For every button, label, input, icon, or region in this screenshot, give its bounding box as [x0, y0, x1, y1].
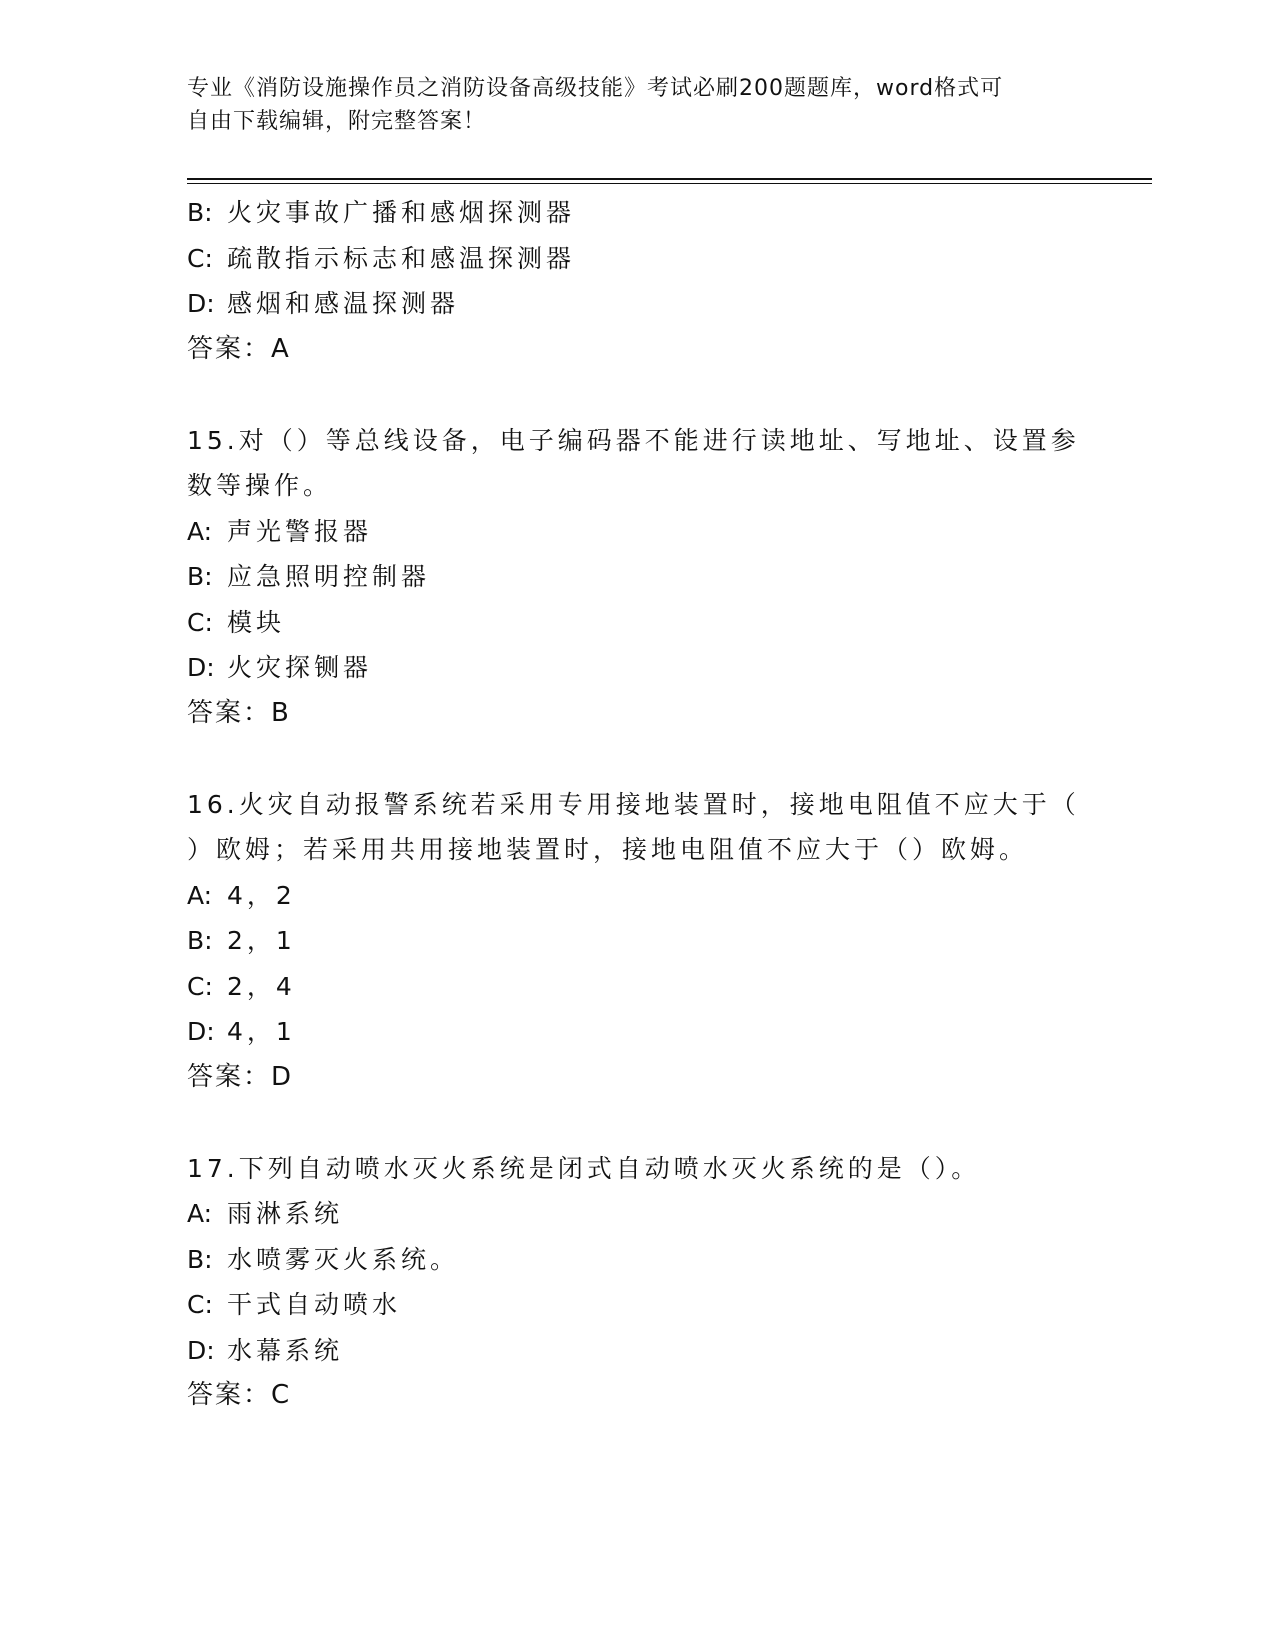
option-key: A:	[187, 880, 213, 910]
question-stem-line: 数等操作。	[187, 471, 333, 500]
question-stem-line: 16.火灾自动报警系统若采用专用接地装置时，接地电阻值不应大于（	[187, 789, 1080, 819]
option-key: C:	[187, 1290, 213, 1319]
option-key: D:	[187, 1017, 215, 1046]
option-c	[187, 600, 1107, 646]
option-d	[187, 645, 1107, 691]
header-title-line-2: 自由下载编辑，附完整答案！	[187, 109, 487, 134]
option-key: D:	[187, 289, 215, 318]
answer-line	[187, 327, 1107, 373]
option-text: 水喷雾灭火系统。	[227, 1244, 460, 1274]
question-list	[187, 190, 1107, 1419]
option-text: 雨淋系统	[227, 1199, 344, 1228]
question-15	[187, 418, 1107, 737]
answer-value: D	[271, 1061, 294, 1092]
option-text: 干式自动喷水	[227, 1290, 402, 1319]
option-text: 2，4	[227, 971, 296, 1001]
option-text: 应急照明控制器	[227, 562, 431, 591]
option-key: B:	[187, 1244, 213, 1274]
answer-label: 答案：	[187, 1380, 272, 1410]
option-text: 2，1	[227, 926, 296, 955]
question-14-continuation	[187, 190, 1107, 372]
option-text: 疏散指示标志和感温探测器	[227, 243, 576, 273]
question-stem-line: ）欧姆；若采用共用接地装置时，接地电阻值不应大于（）欧姆。	[187, 835, 1029, 864]
option-key: D:	[187, 653, 215, 682]
option-key: B:	[187, 926, 213, 955]
option-c	[187, 1282, 1107, 1328]
answer-value: B	[271, 697, 291, 728]
option-a	[187, 873, 1107, 919]
option-key: C:	[187, 243, 213, 273]
option-key: D:	[187, 1335, 215, 1365]
header-divider-thin	[187, 183, 1152, 184]
option-text: 4，2	[227, 880, 296, 910]
option-text: 4，1	[227, 1017, 296, 1046]
option-b	[187, 1237, 1107, 1283]
option-d	[187, 281, 1107, 327]
answer-line	[187, 1373, 1107, 1419]
answer-line	[187, 1055, 1107, 1101]
header-divider-thick	[187, 178, 1152, 180]
document-header	[187, 72, 1087, 138]
option-text: 水幕系统	[227, 1335, 344, 1365]
option-key: A:	[187, 516, 213, 546]
option-a	[187, 1191, 1107, 1237]
option-b	[187, 918, 1107, 964]
option-d	[187, 1328, 1107, 1374]
option-text: 火灾事故广播和感烟探测器	[227, 198, 576, 227]
option-text: 模块	[227, 607, 286, 637]
option-key: B:	[187, 198, 213, 227]
option-key: A:	[187, 1199, 213, 1228]
question-stem-line: 17.下列自动喷水灭火系统是闭式自动喷水灭火系统的是（）。	[187, 1153, 981, 1183]
option-a	[187, 509, 1107, 555]
spacer	[187, 1100, 1107, 1146]
option-c	[187, 964, 1107, 1010]
option-text: 感烟和感温探测器	[227, 289, 460, 318]
option-c	[187, 236, 1107, 282]
option-b	[187, 554, 1107, 600]
option-text: 声光警报器	[227, 516, 373, 546]
option-key: B:	[187, 562, 213, 591]
question-16	[187, 782, 1107, 1101]
option-key: C:	[187, 971, 213, 1001]
spacer	[187, 372, 1107, 418]
option-d	[187, 1009, 1107, 1055]
answer-label: 答案：	[187, 697, 272, 728]
answer-value: C	[271, 1380, 292, 1410]
answer-line	[187, 691, 1107, 737]
question-17	[187, 1146, 1107, 1419]
question-stem-line: 15.对（）等总线设备，电子编码器不能进行读地址、写地址、设置参	[187, 425, 1080, 455]
header-title-line-1: 专业《消防设施操作员之消防设备高级技能》考试必刷200题题库，word格式可	[187, 76, 1004, 101]
option-b	[187, 190, 1107, 236]
answer-value: A	[271, 333, 291, 364]
option-text: 火灾探铡器	[227, 653, 373, 682]
spacer	[187, 736, 1107, 782]
option-key: C:	[187, 607, 213, 637]
answer-label: 答案：	[187, 1061, 272, 1092]
answer-label: 答案：	[187, 333, 272, 364]
